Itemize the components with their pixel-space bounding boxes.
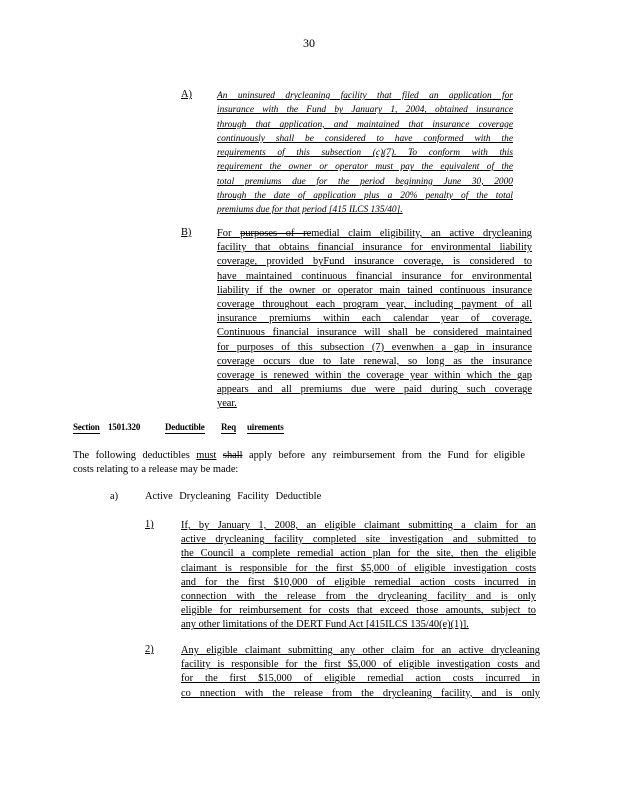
section-heading-number: 1501.320 [108, 422, 141, 432]
item-b-line: Continuous financial insurance will shall be considered maintained [217, 327, 532, 339]
intro-shall: shall [222, 450, 243, 461]
section-heading-title-3: uirements [247, 422, 284, 432]
item-a-paragraph [217, 89, 513, 218]
item-1-line: active drycleaning facility completed site investigation and submitted to [181, 534, 536, 546]
intro-must: must [196, 450, 217, 461]
item-1-label: 1) [145, 519, 154, 530]
item-a-line: requirements of this subsection (c)(7). To conform with this [217, 148, 513, 159]
intro-pre: The following deductibles [73, 450, 190, 461]
item-b-line: coverage occurs due to late renewal, so long as the insurance [217, 355, 532, 367]
item-2-line: Any eligible claimant submitting any other claim for an active drycleaning [181, 645, 540, 656]
item-b-line: coverage throughout each program year, including payment of all [217, 299, 532, 311]
item-2-label: 2) [145, 644, 154, 655]
item-2-line: for the first $15,000 of eligible remedial action costs incurred in [181, 673, 540, 685]
item-a-line: insurance with the Fund by January 1, 2004, obtained insurance [217, 105, 513, 116]
item-2-line: co nnection with the release from the drycleaning facility, and is only [181, 687, 540, 699]
item-a-line: through that application, and maintained that insurance coverage [217, 119, 513, 130]
section-heading [0, 422, 618, 436]
item-a-label: A) [181, 89, 192, 100]
item-1-line: eligible for reimbursement for costs that exceed those amounts, subject to [181, 605, 536, 617]
intro-post: apply before any reimbursement from the Fund for eligible [248, 450, 526, 461]
item-b-paragraph [217, 227, 532, 412]
item-b-line: liability if the owner or operator main tained continuous insurance [217, 284, 532, 296]
item-b-line: year. [217, 398, 237, 410]
item-b-line: insurance premiums within each calendar year of coverage. [217, 313, 532, 325]
section-heading-title-2: Req [221, 422, 236, 432]
item-a-line: continuously shall be considered to have conformed with the [217, 133, 513, 144]
item-1-line: any other limitations of the DERT Fund Act [415ILCS 135/40(e)(1)]. [181, 619, 469, 631]
subsection-a-title: Active Drycleaning Facility Deductible [145, 491, 322, 502]
page-number: 30 [303, 36, 315, 50]
intro-line-2: costs relating to a release may be made: [73, 464, 239, 476]
item-b-line: coverage, provided byFund insurance coverage, is considered to [217, 256, 532, 268]
section-heading-section: Section [73, 422, 100, 432]
item-1-paragraph [181, 519, 536, 633]
item-b-line: appears and all premiums due were paid during such coverage [217, 384, 532, 396]
item-2-paragraph [181, 644, 540, 701]
item-a-line: total premiums due for the period beginning June 30, 2000 [217, 176, 513, 187]
item-a-line: requirement the owner or operator must pay the equivalent of the [217, 162, 513, 173]
item-1-line: connection with the release from the drycleaning facility and is only [181, 591, 536, 603]
item-1-line: If, by January 1, 2008, an eligible claimant submitting a claim for an [181, 520, 536, 531]
item-1-line: the Council a complete remedial action plan for the site, then the eligible [181, 548, 536, 560]
section-heading-title-1: Deductible [165, 422, 205, 432]
item-b-struck-text: purposes of re [240, 228, 312, 239]
item-b-line: coverage is renewed within the coverage year within which the gap [217, 370, 532, 382]
item-b-label: B) [181, 227, 192, 238]
item-b-first-line-pre: For [217, 228, 232, 239]
item-b-first-line-post: medial claim eligibility, an active drycleaning [311, 228, 532, 239]
item-a-line: through the date of application plus a 20% penalty of the total [217, 191, 513, 202]
intro-line-1 [73, 449, 525, 463]
item-1-line: claimant is responsible for the first $5,000 of eligible investigation costs [181, 562, 536, 574]
subsection-a-label: a) [110, 491, 119, 502]
item-b-first-line [217, 227, 532, 241]
item-a-line: An uninsured drycleaning facility that filed an application for [217, 91, 513, 101]
item-a-line: premiums due for that period [415 ILCS 135/40]. [217, 205, 403, 216]
item-b-line: for purposes of this subsection (7) evenwhen a gap in insurance [217, 341, 532, 353]
item-2-line: facility is responsible for the first $5,000 of eligible investigation costs and [181, 659, 540, 671]
item-b-line: facility that obtains financial insurance for environmental liability [217, 242, 532, 254]
section-intro [73, 449, 525, 477]
item-b-line: have maintained continuous financial insurance for environmental [217, 270, 532, 282]
item-1-line: and for the first $10,000 of eligible remedial action costs incurred in [181, 576, 536, 588]
